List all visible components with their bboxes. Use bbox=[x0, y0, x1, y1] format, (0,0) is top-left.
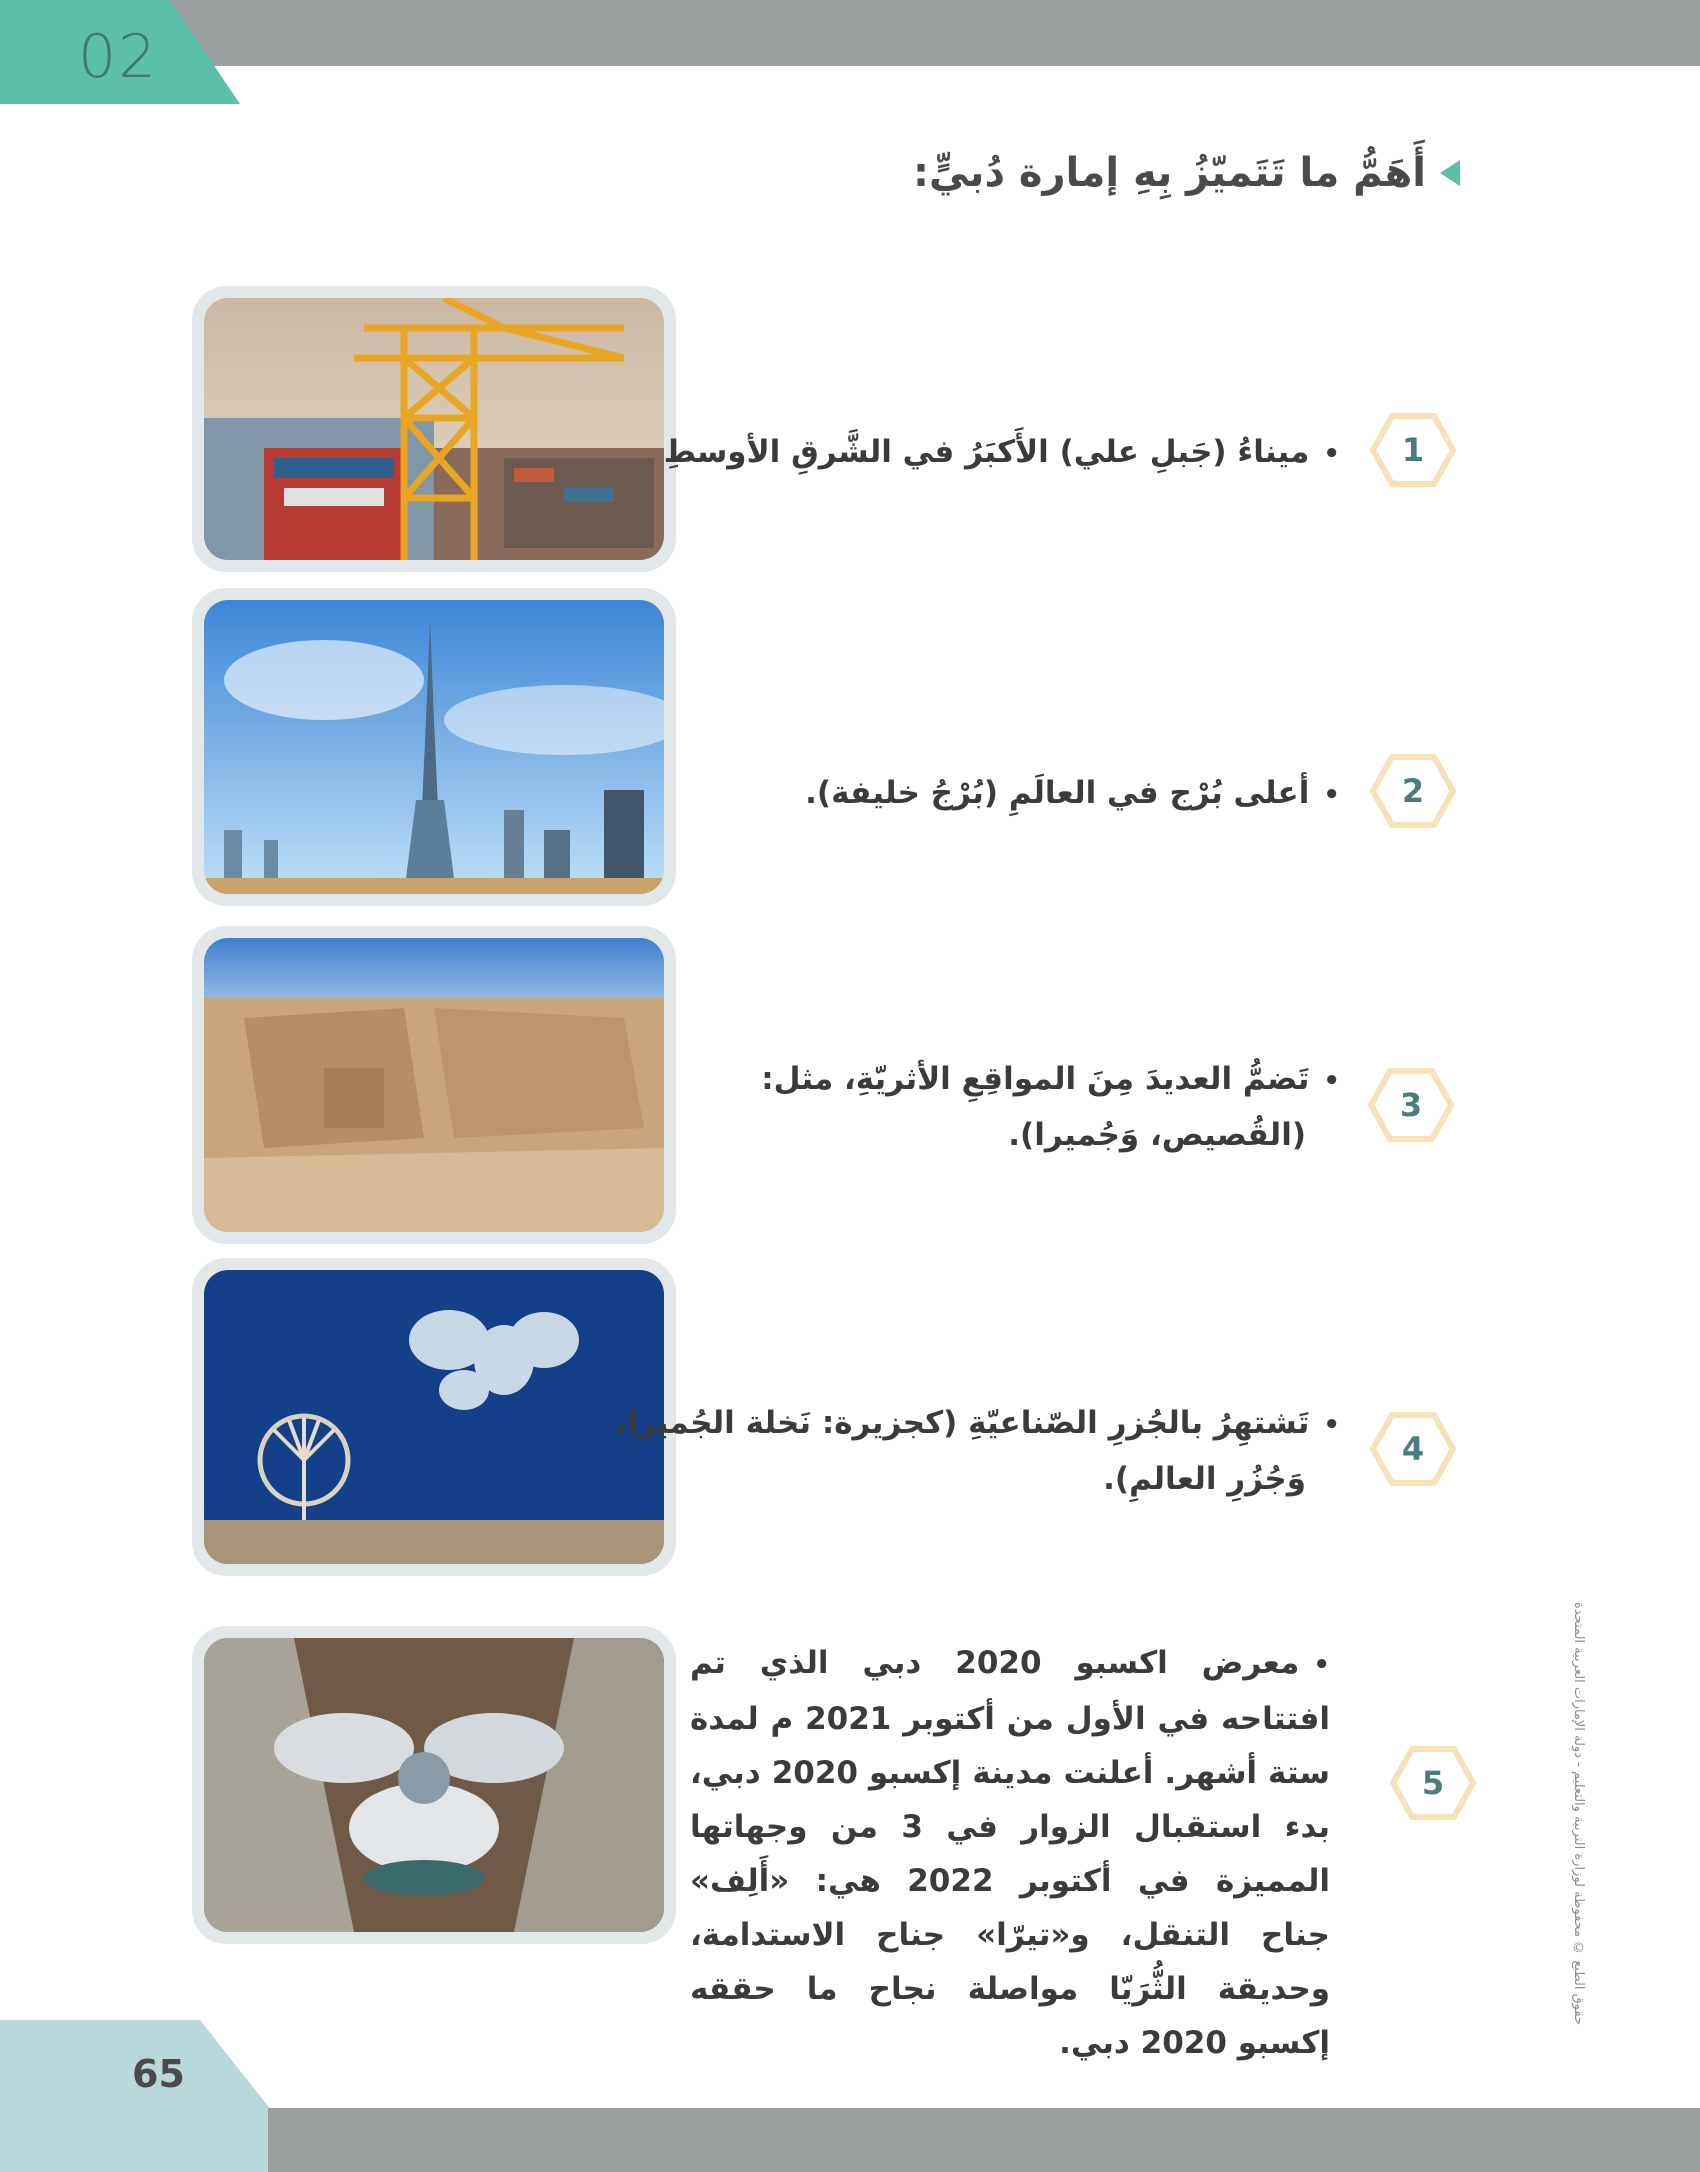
bottom-footer-bar bbox=[268, 2108, 1700, 2172]
item-number-badge: 2 bbox=[1370, 754, 1456, 828]
item-1-text: •ميناءُ (جَبلِ علي) الأَكبَرُ في الشَّرقِ الأوسطِ bbox=[664, 425, 1340, 481]
item-number-badge: 1 bbox=[1370, 413, 1456, 487]
item-number-badge: 3 bbox=[1368, 1068, 1454, 1142]
bullet-icon: • bbox=[1323, 779, 1340, 810]
burj-khalifa-photo bbox=[192, 588, 676, 906]
bullet-icon: • bbox=[1323, 438, 1340, 469]
copyright-note: حقوق الطبع © محفوظة لوزارة التربية والتعليم - دولة الإمارات العربية المتحدة bbox=[1571, 1601, 1586, 2025]
page-number: 65 bbox=[132, 2052, 185, 2096]
chapter-number: 02 bbox=[78, 22, 159, 92]
expo-2020-photo bbox=[192, 1626, 676, 1944]
item-4-text: •تَشتهِرُ بالجُزرِ الصّناعيّةِ (كجزيرة: نَخلة الجُميرا، وَجُزُرِ العالمِ). bbox=[615, 1396, 1340, 1506]
top-header-bar bbox=[0, 0, 1700, 66]
item-5-text: •معرض اكسبو 2020 دبي الذي تم افتتاحه في الأول من أكتوبر 2021 م لمدة ستة أشهر. أعلنت مدينة إكسبو 2020 دبي، بدء استقبال الزوار في 3 من وجهاتها المميزة في أكتوبر 2022 هي: «أَلِف» جناح التنقل، و«تيرّا» جناح الاستدامة، وحديقة الثُّرَيّا مواصلة نجاح ما حققه إكسبو 2020 دبي. bbox=[690, 1636, 1330, 2070]
item-2-text: •أعلى بُرْج في العالَمِ (بُرْجُ خليفة). bbox=[805, 766, 1340, 822]
triangle-marker-icon bbox=[1440, 160, 1460, 186]
jebel-ali-port-photo bbox=[192, 286, 676, 572]
bullet-icon: • bbox=[1323, 1065, 1340, 1096]
section-heading bbox=[913, 150, 1460, 196]
bullet-icon: • bbox=[1313, 1649, 1330, 1680]
heading-text: أَهَمُّ ما تَتَميّزُ بِهِ إمارة دُبيٍّ: bbox=[912, 150, 1426, 196]
bullet-icon: • bbox=[1323, 1409, 1340, 1440]
item-number-badge: 4 bbox=[1370, 1412, 1456, 1486]
artificial-islands-photo bbox=[192, 1258, 676, 1576]
archaeological-site-photo bbox=[192, 926, 676, 1244]
item-number-badge: 5 bbox=[1390, 1746, 1476, 1820]
item-3-text: •تَضمُّ العديدَ مِنَ المواقِعِ الأثريّةِ، مثل: (القُصيص، وَجُميرا). bbox=[761, 1052, 1340, 1162]
